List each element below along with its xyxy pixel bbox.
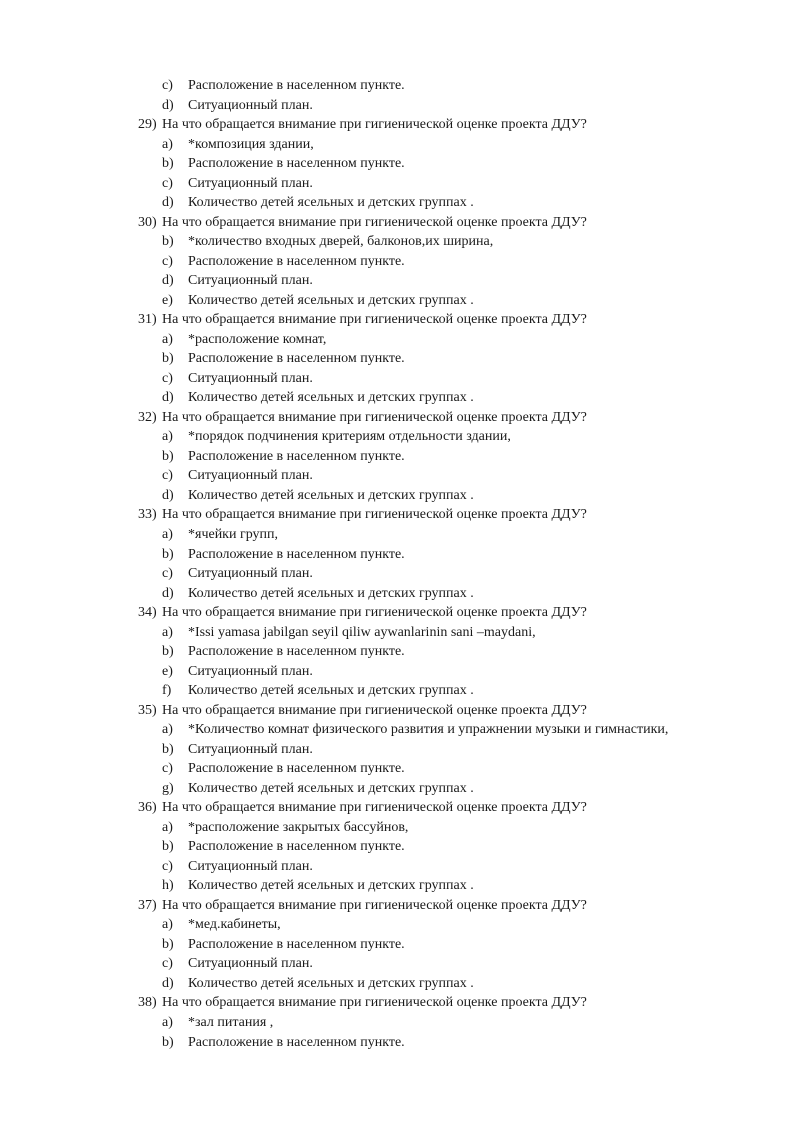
answer-text: *расположение комнат, bbox=[188, 331, 327, 347]
question-row bbox=[0, 310, 800, 329]
answer-letter: d) bbox=[162, 975, 174, 991]
answer-letter: a) bbox=[162, 1015, 173, 1030]
answer-text: Количество детей ясельных и детских группах . bbox=[188, 487, 474, 503]
question-row bbox=[0, 603, 800, 622]
answer-letter: a) bbox=[162, 624, 173, 640]
answer-option bbox=[0, 545, 800, 564]
answer-option bbox=[0, 427, 800, 446]
question-text: На что обращается внимание при гигиенической оценке проекта ДДУ? bbox=[162, 409, 587, 425]
answer-text: Расположение в населенном пункте. bbox=[188, 546, 405, 562]
answer-option bbox=[0, 174, 800, 193]
answer-letter: a) bbox=[162, 819, 173, 835]
answer-text: Ситуационный план. bbox=[188, 663, 313, 679]
answer-option bbox=[0, 252, 800, 271]
answer-letter: g) bbox=[162, 780, 174, 796]
answer-text: Количество детей ясельных и детских группах . bbox=[188, 975, 474, 991]
answer-option bbox=[0, 740, 800, 759]
question-text: На что обращается внимание при гигиенической оценке проекта ДДУ? bbox=[162, 995, 587, 1011]
answer-letter: b) bbox=[162, 839, 174, 855]
answer-text: *мед.кабинеты, bbox=[188, 917, 281, 933]
answer-letter: c) bbox=[162, 370, 173, 386]
answer-text: Количество детей ясельных и детских группах . bbox=[188, 195, 474, 211]
question-number: 33) bbox=[138, 507, 157, 523]
question-text: На что обращается внимание при гигиенической оценке проекта ДДУ? bbox=[162, 702, 587, 718]
answer-text: *Количество комнат физического развития и упражнении музыки и гимнастики, bbox=[188, 722, 669, 738]
answer-option bbox=[0, 915, 800, 934]
question-number: 29) bbox=[138, 117, 157, 132]
answer-option bbox=[0, 974, 800, 993]
answer-letter: d) bbox=[162, 273, 174, 289]
answer-letter: a) bbox=[162, 527, 173, 542]
answer-text: *расположение закрытых бассуйнов, bbox=[188, 819, 409, 835]
answer-option bbox=[0, 291, 800, 310]
answer-letter: c) bbox=[162, 956, 173, 972]
answer-option bbox=[0, 271, 800, 290]
answer-option bbox=[0, 447, 800, 466]
question-number: 35) bbox=[138, 702, 157, 718]
answer-option bbox=[0, 759, 800, 778]
answer-letter: b) bbox=[162, 156, 174, 172]
answer-letter: a) bbox=[162, 917, 173, 933]
answer-option bbox=[0, 818, 800, 837]
answer-option bbox=[0, 681, 800, 700]
answer-option bbox=[0, 466, 800, 485]
question-text: На что обращается внимание при гигиенической оценке проекта ДДУ? bbox=[162, 897, 587, 913]
answer-letter: c) bbox=[162, 253, 173, 269]
answer-letter: c) bbox=[162, 175, 173, 191]
answer-text: Расположение в населенном пункте. bbox=[188, 351, 405, 367]
question-text: На что обращается внимание при гигиенической оценке проекта ДДУ? bbox=[162, 507, 587, 523]
answer-text: Количество детей ясельных и детских группах . bbox=[188, 292, 474, 308]
answer-text: *ячейки групп, bbox=[188, 527, 279, 542]
answer-text: Расположение в населенном пункте. bbox=[188, 936, 405, 952]
answer-letter: d) bbox=[162, 585, 174, 601]
question-text: На что обращается внимание при гигиенической оценке проекта ДДУ? bbox=[162, 605, 587, 620]
answer-option bbox=[0, 584, 800, 603]
answer-letter: d) bbox=[162, 195, 174, 211]
answer-option bbox=[0, 349, 800, 368]
question-text: На что обращается внимание при гигиенической оценке проекта ДДУ? bbox=[162, 117, 587, 132]
answer-letter: e) bbox=[162, 292, 173, 308]
question-number: 37) bbox=[138, 897, 157, 913]
answer-text: Ситуационный план. bbox=[188, 956, 313, 972]
answer-option bbox=[0, 876, 800, 895]
answer-letter: c) bbox=[162, 566, 173, 581]
answer-option bbox=[0, 857, 800, 876]
question-number: 38) bbox=[138, 995, 157, 1011]
answer-option bbox=[0, 525, 800, 544]
answer-letter: a) bbox=[162, 136, 173, 152]
answer-letter: b) bbox=[162, 936, 174, 952]
answer-text: Ситуационный план. bbox=[188, 97, 313, 113]
answer-option bbox=[0, 564, 800, 583]
answer-text: *Issi yamasa jabilgan seyil qiliw aywanlarinin sani –maydani, bbox=[188, 624, 536, 640]
answer-letter: c) bbox=[162, 468, 173, 484]
question-number: 30) bbox=[138, 214, 157, 230]
answer-option bbox=[0, 96, 800, 115]
question-number: 36) bbox=[138, 800, 157, 816]
answer-text: Ситуационный план. bbox=[188, 370, 313, 386]
answer-option bbox=[0, 388, 800, 407]
answer-text: Ситуационный план. bbox=[188, 468, 313, 484]
answer-letter: c) bbox=[162, 761, 173, 777]
question-row bbox=[0, 115, 800, 134]
answer-letter: d) bbox=[162, 97, 174, 113]
answer-text: *порядок подчинения критериям отдельности здании, bbox=[188, 429, 511, 445]
answer-option bbox=[0, 954, 800, 973]
answer-text: Расположение в населенном пункте. bbox=[188, 644, 405, 660]
answer-text: *количество входных дверей, балконов,их ширина, bbox=[188, 234, 494, 250]
answer-text: Расположение в населенном пункте. bbox=[188, 448, 405, 464]
answer-option bbox=[0, 1033, 800, 1052]
answer-text: Ситуационный план. bbox=[188, 566, 313, 581]
answer-letter: b) bbox=[162, 448, 174, 464]
answer-option bbox=[0, 837, 800, 856]
question-row bbox=[0, 408, 800, 427]
answer-letter: b) bbox=[162, 234, 174, 250]
question-row bbox=[0, 701, 800, 720]
question-row bbox=[0, 896, 800, 915]
answer-letter: h) bbox=[162, 878, 174, 894]
question-row bbox=[0, 213, 800, 232]
answer-text: Количество детей ясельных и детских группах . bbox=[188, 390, 474, 406]
answer-letter: c) bbox=[162, 858, 173, 874]
answer-option bbox=[0, 486, 800, 505]
answer-letter: b) bbox=[162, 351, 174, 367]
answer-option bbox=[0, 330, 800, 349]
answer-text: Расположение в населенном пункте. bbox=[188, 253, 405, 269]
answer-letter: a) bbox=[162, 722, 173, 738]
answer-option bbox=[0, 1013, 800, 1032]
question-row bbox=[0, 505, 800, 524]
question-number: 31) bbox=[138, 312, 157, 328]
answer-letter: a) bbox=[162, 429, 173, 445]
answer-text: Расположение в населенном пункте. bbox=[188, 78, 405, 93]
question-number: 34) bbox=[138, 605, 157, 620]
question-text: На что обращается внимание при гигиенической оценке проекта ДДУ? bbox=[162, 312, 587, 328]
answer-option bbox=[0, 76, 800, 95]
answer-option bbox=[0, 720, 800, 739]
answer-option bbox=[0, 135, 800, 154]
answer-letter: d) bbox=[162, 487, 174, 503]
answer-text: *зал питания , bbox=[188, 1015, 274, 1030]
question-number: 32) bbox=[138, 409, 157, 425]
question-row bbox=[0, 798, 800, 817]
answer-letter: f) bbox=[162, 683, 172, 699]
answer-option bbox=[0, 935, 800, 954]
answer-letter: e) bbox=[162, 663, 173, 679]
answer-text: *композиция здании, bbox=[188, 136, 314, 152]
answer-letter: b) bbox=[162, 1034, 174, 1050]
answer-text: Ситуационный план. bbox=[188, 741, 313, 757]
answer-letter: b) bbox=[162, 741, 174, 757]
answer-option bbox=[0, 232, 800, 251]
answer-text: Количество детей ясельных и детских группах . bbox=[188, 780, 474, 796]
question-text: На что обращается внимание при гигиенической оценке проекта ДДУ? bbox=[162, 800, 587, 816]
answer-text: Расположение в населенном пункте. bbox=[188, 761, 405, 777]
answer-text: Ситуационный план. bbox=[188, 273, 313, 289]
answer-letter: c) bbox=[162, 78, 173, 93]
answer-text: Ситуационный план. bbox=[188, 858, 313, 874]
answer-text: Расположение в населенном пункте. bbox=[188, 156, 405, 172]
answer-text: Количество детей ясельных и детских группах . bbox=[188, 585, 474, 601]
answer-option bbox=[0, 623, 800, 642]
answer-letter: b) bbox=[162, 546, 174, 562]
answer-option bbox=[0, 154, 800, 173]
answer-letter: d) bbox=[162, 390, 174, 406]
answer-text: Расположение в населенном пункте. bbox=[188, 1034, 405, 1050]
answer-option bbox=[0, 642, 800, 661]
question-text: На что обращается внимание при гигиенической оценке проекта ДДУ? bbox=[162, 214, 587, 230]
answer-option bbox=[0, 193, 800, 212]
answer-option bbox=[0, 369, 800, 388]
answer-text: Расположение в населенном пункте. bbox=[188, 839, 405, 855]
answer-text: Количество детей ясельных и детских группах . bbox=[188, 878, 474, 894]
answer-text: Ситуационный план. bbox=[188, 175, 313, 191]
answer-text: Количество детей ясельных и детских группах . bbox=[188, 683, 474, 699]
answer-option bbox=[0, 779, 800, 798]
answer-option bbox=[0, 662, 800, 681]
answer-letter: a) bbox=[162, 331, 173, 347]
question-row bbox=[0, 993, 800, 1012]
answer-letter: b) bbox=[162, 644, 174, 660]
